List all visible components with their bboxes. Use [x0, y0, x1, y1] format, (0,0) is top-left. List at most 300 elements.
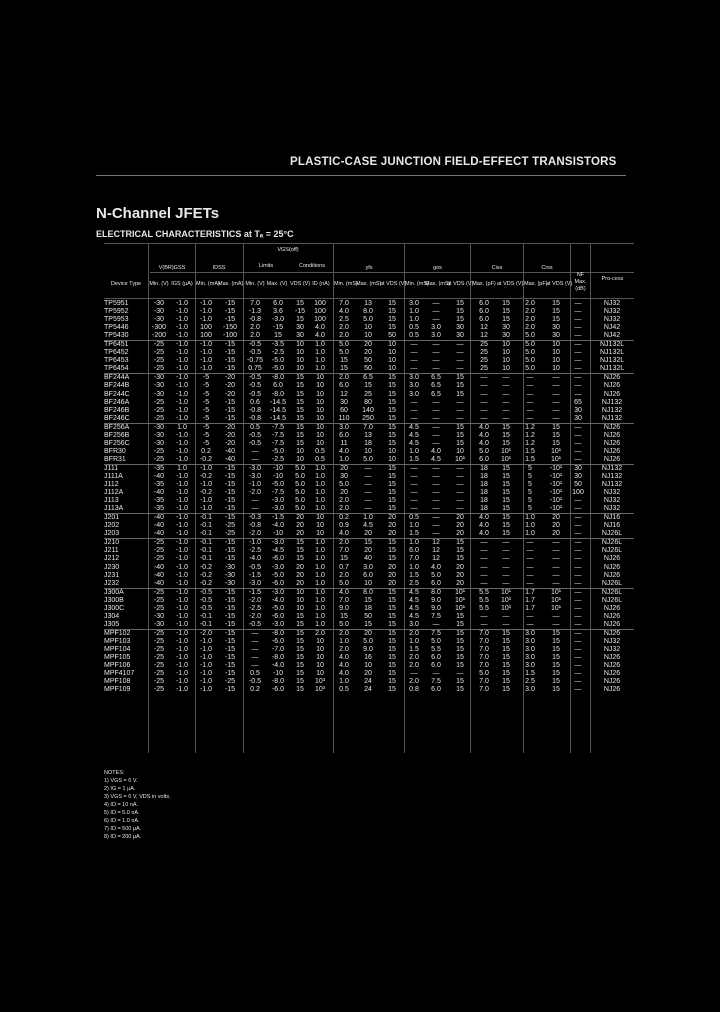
hdr-vbrgss-min: Min. (V)	[149, 281, 169, 287]
table-cell: 100	[314, 308, 326, 316]
table-cell: -0.75	[247, 357, 263, 365]
table-cell: 15	[388, 374, 396, 382]
table-row	[104, 513, 634, 522]
table-cell: 7.0	[479, 654, 489, 662]
hdr-conditions: Conditions	[299, 263, 325, 269]
table-cell: 12	[432, 547, 440, 555]
table-cell: -5	[202, 406, 210, 414]
hdr-yfs: yfs	[365, 265, 373, 271]
table-cell: 7.0	[363, 423, 373, 431]
table-cell: -10	[272, 670, 284, 678]
table-cell: —	[526, 555, 534, 563]
table-cell: NJ132	[601, 464, 623, 472]
table-cell: 80	[364, 398, 372, 406]
table-cell: -1.0	[175, 489, 189, 497]
table-cell: —	[502, 414, 510, 422]
table-cell: 18	[480, 489, 488, 497]
table-cell: -1.0	[175, 324, 189, 332]
table-cell: -30	[153, 374, 165, 382]
table-cell: —	[574, 357, 582, 365]
table-cell: -8.0	[271, 374, 285, 382]
device-type: J230	[104, 563, 120, 571]
table-row	[104, 572, 634, 580]
table-cell: -8.0	[271, 654, 285, 662]
table-cell: -10¹	[549, 489, 563, 497]
table-cell: -0.5	[248, 349, 262, 357]
table-cell: -25	[153, 596, 165, 604]
note-2: 2) IG = 1 µA.	[104, 786, 136, 792]
device-type: J212	[104, 555, 120, 563]
table-cell: NJ26	[603, 571, 621, 579]
table-cell: -1.3	[248, 308, 262, 316]
table-cell: 1.0	[177, 423, 187, 431]
hdr-gs: gos	[433, 265, 442, 271]
table-cell: 10	[296, 447, 304, 455]
table-row	[104, 654, 634, 662]
table-cell: 8.0	[431, 588, 441, 596]
table-cell: 15	[502, 464, 510, 472]
device-type: BF246A	[104, 398, 130, 406]
table-cell: -7.5	[271, 423, 285, 431]
table-cell: 10	[316, 670, 324, 678]
table-cell: 2.0	[525, 308, 535, 316]
table-cell: -40	[224, 455, 236, 463]
table-row	[104, 373, 634, 382]
table-cell: 15	[502, 514, 510, 522]
table-cell: —	[574, 571, 582, 579]
table-cell: —	[480, 571, 488, 579]
table-cell: -1.0	[199, 300, 213, 307]
table-cell: —	[574, 300, 582, 307]
table-cell: —	[432, 522, 440, 530]
table-cell: —	[410, 349, 418, 357]
table-cell: 15	[502, 637, 510, 645]
table-cell: -1.0	[175, 472, 189, 480]
table-cell: 10	[296, 341, 304, 349]
table-cell: —	[480, 555, 488, 563]
table-cell: 4.5	[409, 423, 419, 431]
table-cell: -6.0	[271, 612, 285, 620]
table-row	[104, 497, 634, 505]
table-cell: -25	[153, 341, 165, 349]
table-cell: —	[552, 555, 560, 563]
table-cell: 4.5	[409, 431, 419, 439]
table-cell: —	[480, 563, 488, 571]
device-type: J304	[104, 612, 120, 620]
table-cell: 15	[552, 431, 560, 439]
table-cell: NJ32	[603, 300, 621, 307]
table-cell: 2.5	[339, 316, 349, 324]
table-cell: —	[432, 481, 440, 489]
table-cell: 10	[316, 439, 324, 447]
table-row	[104, 440, 634, 448]
table-cell: -10	[272, 472, 284, 480]
table-cell: —	[502, 382, 510, 390]
table-cell: NJ132	[601, 398, 623, 406]
table-cell: -1.0	[175, 497, 189, 505]
hdr-yfs-max: Max. (mS)	[356, 281, 382, 287]
table-cell: -1.5	[271, 514, 285, 522]
table-cell: —	[502, 398, 510, 406]
table-cell: 10¹	[500, 455, 512, 463]
table-cell: -5	[202, 390, 210, 398]
hdr-gs-vds: at VDS (V)	[447, 281, 474, 287]
table-cell: 4.0	[339, 530, 349, 538]
table-row	[104, 349, 634, 357]
characteristics-table	[104, 300, 634, 694]
table-cell: -10	[272, 530, 284, 538]
table-cell: -15	[224, 686, 236, 694]
table-cell: 15	[296, 620, 304, 628]
table-cell: —	[502, 620, 510, 628]
table-cell: —	[552, 571, 560, 579]
table-cell: 10¹	[454, 588, 466, 596]
table-cell: 2.0	[250, 332, 260, 340]
table-cell: 100	[314, 316, 326, 324]
table-cell: 7.5	[431, 678, 441, 686]
table-cell: -15	[224, 341, 236, 349]
table-row	[104, 686, 634, 694]
table-cell: —	[552, 547, 560, 555]
table-cell: -20	[224, 390, 236, 398]
table-cell: NJ132L	[600, 357, 625, 365]
table-cell: —	[502, 612, 510, 620]
table-cell: —	[574, 522, 582, 530]
table-cell: -1.0	[175, 341, 189, 349]
table-cell: NJ26	[603, 423, 621, 431]
table-cell: —	[410, 464, 418, 472]
table-cell: 15	[388, 316, 396, 324]
table-cell: 30	[574, 406, 582, 414]
table-cell: 7.0	[250, 300, 260, 307]
table-cell: —	[410, 357, 418, 365]
device-type: J211	[104, 547, 119, 555]
table-cell: -1.0	[175, 555, 189, 563]
table-cell: -15	[224, 472, 236, 480]
table-cell: 1.2	[525, 439, 535, 447]
table-cell: -5.0	[271, 447, 285, 455]
device-type: BF256B	[104, 431, 130, 439]
table-cell: —	[410, 472, 418, 480]
table-cell: -25	[153, 447, 165, 455]
table-cell: 15	[502, 645, 510, 653]
table-row	[104, 407, 634, 415]
table-cell: -15	[224, 654, 236, 662]
table-cell: 12	[432, 555, 440, 563]
table-cell: 15	[296, 300, 304, 307]
table-cell: 1.0	[177, 464, 187, 472]
table-cell: -1.5	[248, 571, 262, 579]
device-type: J210	[104, 539, 120, 547]
table-cell: -0.2	[199, 579, 213, 587]
table-cell: NJ26	[603, 662, 621, 670]
table-row	[104, 382, 634, 390]
table-cell: 140	[362, 406, 374, 414]
table-cell: -35	[153, 464, 165, 472]
table-cell: —	[574, 390, 582, 398]
table-cell: 5.0	[479, 670, 489, 678]
table-cell: 5	[528, 481, 532, 489]
table-cell: 10	[316, 374, 324, 382]
table-cell: -25	[153, 637, 165, 645]
table-cell: -1.0	[175, 539, 189, 547]
table-cell: —	[410, 481, 418, 489]
table-cell: 20	[296, 530, 304, 538]
table-cell: —	[574, 382, 582, 390]
table-cell: 50	[364, 357, 372, 365]
table-cell: 5	[528, 505, 532, 513]
table-row	[104, 547, 634, 555]
table-cell: —	[526, 579, 534, 587]
table-cell: 0.8	[409, 686, 419, 694]
table-cell: 2.0	[339, 571, 349, 579]
table-cell: 1.0	[315, 563, 325, 571]
table-cell: 10	[296, 596, 304, 604]
device-type: J202	[104, 522, 120, 530]
table-cell: -0.1	[199, 514, 213, 522]
table-cell: 1.5	[525, 670, 535, 678]
device-type: J111A	[104, 472, 123, 480]
table-cell: -25	[153, 357, 165, 365]
table-cell: NJ26	[603, 390, 621, 398]
table-cell: —	[502, 547, 510, 555]
table-cell: 15	[296, 316, 304, 324]
table-cell: NJ26L	[601, 530, 623, 538]
table-cell: 4.0	[315, 324, 325, 332]
table-cell: —	[574, 530, 582, 538]
table-cell: 5.5	[479, 588, 489, 596]
table-cell: 20	[340, 464, 348, 472]
table-row	[104, 522, 634, 530]
table-cell: -1.0	[175, 654, 189, 662]
table-cell: 0.5	[409, 514, 419, 522]
table-cell: -0.1	[199, 522, 213, 530]
table-cell: 7.0	[409, 555, 419, 563]
note-6: 6) ID = 1.0 nA.	[104, 818, 140, 824]
table-cell: 2.0	[339, 629, 349, 637]
table-cell: 5.0	[525, 365, 535, 373]
hdr-idss-min: Min. (mA)	[196, 281, 220, 287]
table-cell: 1.0	[409, 522, 419, 530]
table-cell: —	[432, 514, 440, 522]
table-cell: 15	[502, 629, 510, 637]
table-cell: -7.0	[271, 645, 285, 653]
table-cell: -0.8	[248, 406, 262, 414]
table-cell: 4.5	[363, 522, 373, 530]
device-type: J300A	[104, 588, 124, 596]
table-cell: -1.0	[175, 514, 189, 522]
table-cell: —	[526, 539, 534, 547]
table-cell: 30	[296, 332, 304, 340]
table-cell: -3.0	[271, 497, 285, 505]
table-cell: -1.0	[199, 464, 213, 472]
table-cell: -3.0	[271, 588, 285, 596]
table-cell: -30	[153, 316, 165, 324]
table-cell: 250	[362, 414, 374, 422]
table-cell: -0.1	[199, 555, 213, 563]
table-cell: 5.0	[363, 316, 373, 324]
table-cell: 15	[502, 481, 510, 489]
hdr-process: Pro-cess	[601, 276, 624, 282]
table-cell: -25	[153, 455, 165, 463]
table-cell: 20	[388, 571, 396, 579]
table-row	[104, 308, 634, 316]
table-cell: —	[574, 365, 582, 373]
table-cell: 8.0	[363, 588, 373, 596]
table-cell: 6.0	[431, 662, 441, 670]
device-type: TP6451	[104, 341, 129, 349]
table-cell: 4.0	[339, 662, 349, 670]
table-cell: 15	[296, 637, 304, 645]
table-cell: 1.7	[525, 604, 535, 612]
table-cell: 15	[502, 686, 510, 694]
table-cell: NJ132	[601, 481, 623, 489]
table-cell: 1.0	[315, 472, 325, 480]
table-cell: -30	[153, 390, 165, 398]
table-row	[104, 580, 634, 588]
table-cell: 20	[364, 341, 372, 349]
table-cell: 30	[502, 332, 510, 340]
table-cell: —	[456, 349, 464, 357]
table-cell: 10¹	[454, 604, 466, 612]
table-cell: -30	[153, 423, 165, 431]
table-cell: —	[410, 406, 418, 414]
device-type: J111	[104, 464, 119, 472]
device-type: TP6453	[104, 357, 129, 365]
hdr-device: Device Type	[110, 281, 142, 287]
table-cell: 10¹	[454, 596, 466, 604]
table-cell: NJ32	[603, 489, 621, 497]
table-cell: 1.0	[409, 539, 419, 547]
table-cell: 5.0	[363, 637, 373, 645]
table-cell: 2.0	[339, 332, 349, 340]
table-cell: 20	[296, 514, 304, 522]
table-cell: 1.0	[525, 530, 535, 538]
hdr-vgsoff: VGS(off)	[277, 247, 299, 253]
table-cell: -30	[153, 620, 165, 628]
table-cell: —	[456, 341, 464, 349]
table-cell: -0.2	[199, 571, 213, 579]
table-cell: 5	[528, 489, 532, 497]
table-cell: 15	[456, 431, 464, 439]
table-cell: 15	[296, 423, 304, 431]
table-cell: 20	[388, 563, 396, 571]
table-cell: 20	[456, 514, 464, 522]
hdr-vds: VDS (V)	[290, 281, 311, 287]
table-cell: 0.5	[250, 423, 260, 431]
table-cell: —	[552, 539, 560, 547]
table-cell: -1.0	[175, 670, 189, 678]
table-cell: 6.0	[363, 571, 373, 579]
table-cell: 15	[456, 439, 464, 447]
table-cell: —	[526, 406, 534, 414]
table-cell: -3.0	[271, 620, 285, 628]
table-cell: -1.0	[199, 505, 213, 513]
table-cell: -20	[224, 423, 236, 431]
table-cell: 15	[388, 604, 396, 612]
device-type: TP6452	[104, 349, 129, 357]
table-cell: -1.0	[248, 539, 262, 547]
table-cell: -1.0	[175, 455, 189, 463]
table-cell: 15	[502, 678, 510, 686]
table-cell: 15	[502, 439, 510, 447]
hdr-ciss-max: Max. (pF)	[472, 281, 496, 287]
table-cell: 20	[296, 522, 304, 530]
table-cell: —	[480, 382, 488, 390]
table-cell: 15	[552, 678, 560, 686]
table-cell: NJ26	[603, 678, 621, 686]
table-cell: 1.0	[315, 341, 325, 349]
table-cell: 50	[364, 365, 372, 373]
table-cell: 0.2	[339, 514, 349, 522]
table-cell: —	[432, 497, 440, 505]
table-cell: 5.0	[339, 349, 349, 357]
table-cell: NJ32	[603, 505, 621, 513]
table-cell: —	[251, 645, 259, 653]
table-cell: -1.0	[175, 629, 189, 637]
table-cell: 10	[388, 455, 396, 463]
table-cell: 20	[456, 563, 464, 571]
table-cell: —	[456, 497, 464, 505]
table-cell: -14.5	[270, 406, 286, 414]
table-cell: —	[251, 455, 259, 463]
section-title: N-Channel JFETs	[96, 205, 220, 222]
table-cell: —	[251, 654, 259, 662]
table-cell: -15	[224, 555, 236, 563]
table-row	[104, 670, 634, 678]
table-cell: 15	[502, 670, 510, 678]
table-cell: -1.0	[175, 637, 189, 645]
table-cell: 5.0	[295, 505, 305, 513]
table-cell: -25	[153, 365, 165, 373]
table-cell: -0.5	[248, 563, 262, 571]
table-cell: -15	[224, 539, 236, 547]
table-cell: 1.0	[339, 678, 349, 686]
table-cell: 2.0	[409, 654, 419, 662]
table-row	[104, 555, 634, 563]
table-cell: -1.0	[175, 645, 189, 653]
table-cell: 4.0	[479, 423, 489, 431]
table-cell: 15	[456, 308, 464, 316]
table-cell: 15	[388, 678, 396, 686]
table-cell: 3.0	[525, 645, 535, 653]
table-cell: —	[432, 489, 440, 497]
table-cell: NJ26	[603, 686, 621, 694]
table-cell: -25	[153, 686, 165, 694]
table-cell: 15	[552, 645, 560, 653]
table-cell: 10	[316, 645, 324, 653]
table-cell: NJ26	[603, 629, 621, 637]
table-cell: 10	[364, 447, 372, 455]
table-cell: —	[480, 374, 488, 382]
table-cell: -5	[202, 414, 210, 422]
table-cell: 1.0	[315, 555, 325, 563]
table-cell: 15	[340, 357, 348, 365]
table-cell: 6.0	[273, 382, 283, 390]
table-cell: -5.0	[271, 571, 285, 579]
table-cell: —	[480, 579, 488, 587]
table-row	[104, 605, 634, 613]
table-cell: -15	[224, 514, 236, 522]
table-cell: -1.0	[175, 365, 189, 373]
table-cell: 15	[296, 645, 304, 653]
table-cell: 5.5	[479, 604, 489, 612]
table-cell: 7.0	[479, 686, 489, 694]
table-cell: 20	[552, 514, 560, 522]
table-cell: -0.2	[199, 472, 213, 480]
table-cell: 5.0	[525, 341, 535, 349]
device-type: J203	[104, 530, 120, 538]
